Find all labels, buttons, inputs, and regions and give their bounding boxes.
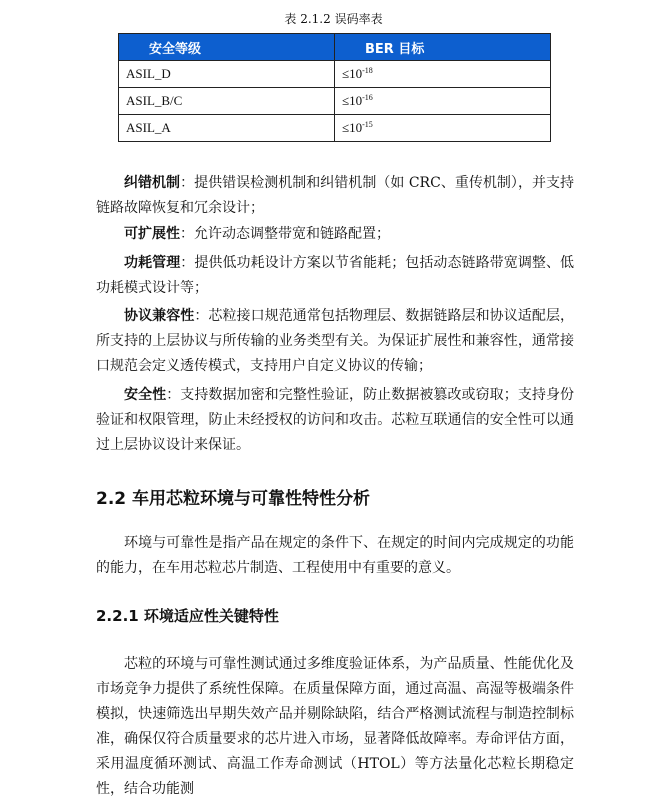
cell-ber: $\le 10^{-18}$: [335, 61, 551, 88]
feature-text: ：允许动态调整带宽和链路配置；: [180, 226, 390, 242]
feature-term: 纠错机制: [124, 175, 181, 191]
subsection-body: 芯粒的环境与可靠性测试通过多维度验证体系，为产品质量、性能优化及市场竞争力提供了系统性保障。在质量保障方面，通过高温、高湿等极端条件模拟，快速筛选出早期失效产品并剔除缺陷，结合严格测试流程与制造控制标准，确保仅符合质量要求的芯片进入市场，显著降低故障率。寿命评估方面，采用温度循环测试、高温工作寿命测试（HTOL）等方法量化芯粒长期稳定性，结合功能测: [96, 656, 574, 797]
section-heading: 2.2 车用芯粒环境与可靠性特性分析: [96, 489, 371, 509]
section-intro: 环境与可靠性是指产品在规定的条件下、在规定的时间内完成规定的功能的能力，在车用芯粒芯片制造、工程使用中有重要的意义。: [96, 535, 574, 576]
feature-term: 安全性: [124, 387, 167, 403]
feature-term: 可扩展性: [124, 226, 180, 242]
feature-power-management: [96, 251, 574, 301]
cell-level: ASIL_B/C: [119, 88, 335, 115]
ber-table: [118, 33, 551, 142]
feature-term: 协议兼容性: [124, 308, 195, 324]
subsection-heading: 2.2.1 环境适应性关键特性: [96, 607, 279, 625]
feature-term: 功耗管理: [124, 255, 181, 271]
feature-text: ：提供错误检测机制和纠错机制（如 CRC、重传机制），并支持链路故障恢复和冗余设计；: [96, 175, 574, 216]
feature-text: ：提供低功耗设计方案以节省能耗；包括动态链路带宽调整、低功耗模式设计等；: [96, 255, 575, 296]
feature-error-correction: [96, 171, 574, 221]
feature-text: ：支持数据加密和完整性验证，防止数据被篡改或窃取；支持身份验证和权限管理，防止未经授权的访问和攻击。芯粒互联通信的安全性可以通过上层协议设计来保证。: [96, 387, 575, 453]
feature-protocol-compat: [96, 304, 574, 379]
table-caption: 表 2.1.2 误码率表: [284, 12, 383, 26]
header-ber-target: BER 目标: [335, 34, 551, 61]
header-safety-level: 安全等级: [119, 34, 335, 61]
cell-ber: $\le 10^{-15}$: [335, 115, 551, 142]
table-row: [119, 61, 551, 88]
cell-level: ASIL_A: [119, 115, 335, 142]
feature-scalability: [96, 222, 574, 247]
table-row: [119, 88, 551, 115]
cell-ber: $\le 10^{-16}$: [335, 88, 551, 115]
feature-security: [96, 383, 574, 458]
cell-level: ASIL_D: [119, 61, 335, 88]
feature-text: ：芯粒接口规范通常包括物理层、数据链路层和协议适配层，所支持的上层协议与所传输的业务类型有关。为保证扩展性和兼容性，通常接口规范会定义透传模式，支持用户自定义协议的传输；: [96, 308, 575, 374]
table-row: [119, 115, 551, 142]
table-header-row: [119, 34, 551, 61]
